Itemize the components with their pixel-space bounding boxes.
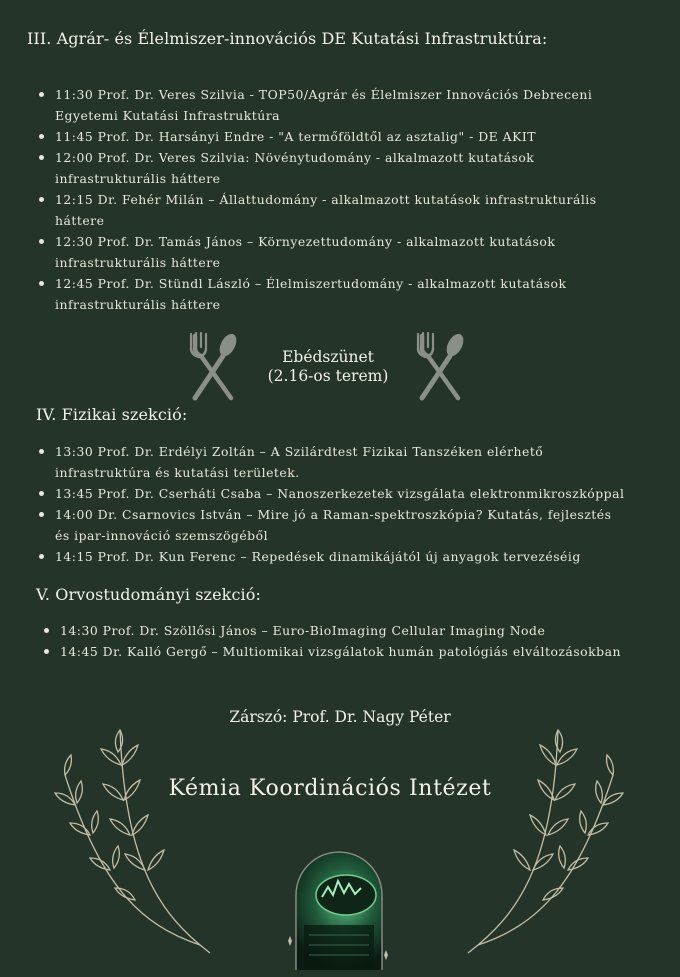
section-3-list xyxy=(55,84,630,315)
list-item: 14:15 Prof. Dr. Kun Ferenc – Repedések dinamikájától új anyagok tervezéséig xyxy=(55,546,630,567)
list-item: 12:15 Dr. Fehér Milán – Állattudomány - alkalmazott kutatások infrastrukturális háttere xyxy=(55,189,630,231)
lunch-title: Ebédszünet xyxy=(282,348,374,366)
section-5-title: V. Orvostudományi szekció: xyxy=(36,585,261,604)
list-item: 13:45 Prof. Dr. Cserháti Csaba – Nanoszerkezetek vizsgálata elektronmikroszkóppal xyxy=(55,483,630,504)
list-item: 12:30 Prof. Dr. Tamás János – Környezettudomány - alkalmazott kutatások infrastrukturális háttere xyxy=(55,231,630,273)
list-item: 14:00 Dr. Csarnovics István – Mire jó a Raman-spektroszkópia? Kutatás, fejlesztés és ipar-innováció szemszögéből xyxy=(55,504,630,546)
lab-image xyxy=(284,845,394,970)
fork-knife-icon xyxy=(183,328,243,404)
section-5-list xyxy=(60,620,630,662)
fork-knife-icon xyxy=(410,328,470,404)
leaf-branch-icon xyxy=(50,725,220,960)
closing-speaker: Zárszó: Prof. Dr. Nagy Péter xyxy=(229,708,451,726)
list-item: 14:30 Prof. Dr. Szöllősi János – Euro-BioImaging Cellular Imaging Node xyxy=(60,620,630,641)
list-item: 11:45 Prof. Dr. Harsányi Endre - "A termőföldtől az asztalig" - DE AKIT xyxy=(55,126,630,147)
list-item: 13:30 Prof. Dr. Erdélyi Zoltán – A Szilárdtest Fizikai Tanszéken elérhető infrastruktúra és kutatási területek. xyxy=(55,441,630,483)
section-4-title: IV. Fizikai szekció: xyxy=(36,405,188,424)
section-3-title: III. Agrár- és Élelmiszer-innovációs DE Kutatási Infrastruktúra: xyxy=(27,29,548,48)
lunch-break xyxy=(248,348,408,386)
list-item: 14:45 Dr. Kalló Gergő – Multiomikai vizsgálatok humán patológiás elváltozásokban xyxy=(60,641,630,662)
list-item: 12:00 Prof. Dr. Veres Szilvia: Növénytudomány - alkalmazott kutatások infrastrukturális háttere xyxy=(55,147,630,189)
institute-name: Kémia Koordinációs Intézet xyxy=(168,776,492,801)
list-item: 11:30 Prof. Dr. Veres Szilvia - TOP50/Agrár és Élelmiszer Innovációs Debreceni Egyetemi Kutatási Infrastruktúra xyxy=(55,84,630,126)
leaf-branch-icon xyxy=(458,725,628,960)
lunch-room: (2.16-os terem) xyxy=(267,367,389,385)
section-4-list xyxy=(55,441,630,567)
list-item: 12:45 Prof. Dr. Stündl László – Élelmiszertudomány - alkalmazott kutatások infrastrukturális háttere xyxy=(55,273,630,315)
